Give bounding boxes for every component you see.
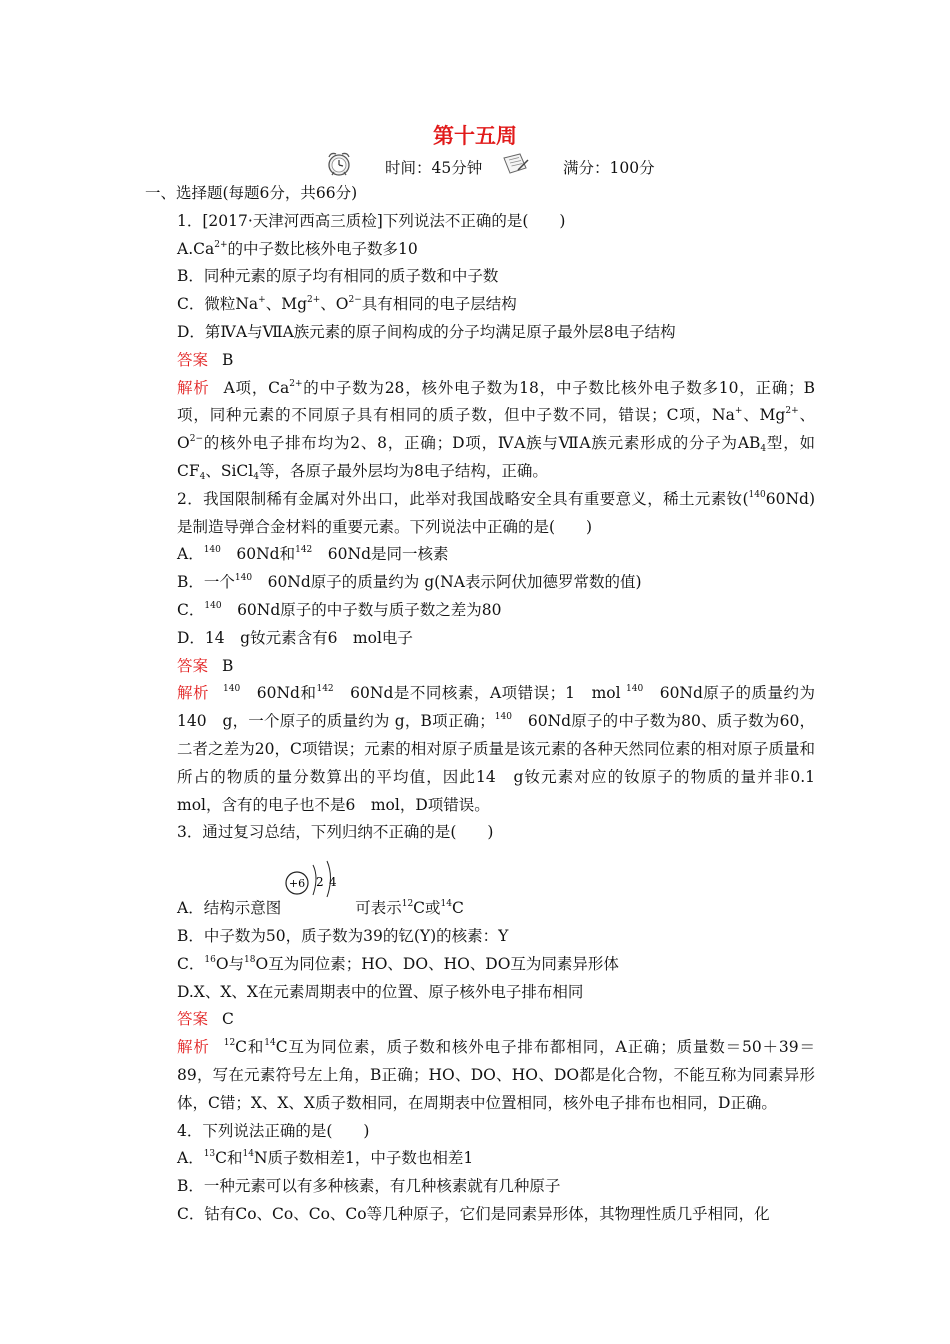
atom-structure-diagram bbox=[283, 873, 353, 917]
atom-shell1-label: 2 bbox=[316, 875, 324, 890]
section-heading: 一、选择题(每题6分，共66分) bbox=[145, 184, 358, 202]
page-title: 第十五周 bbox=[433, 124, 517, 148]
q1-stem: 1．[2017·天津河西高三质检]下列说法不正确的是( ) bbox=[177, 211, 566, 230]
q1-option-c: C．微粒Na+、$Mg^{2+}$、$O^{2-}$具有相同的电子层结构 bbox=[177, 295, 517, 314]
exam-score: 满分：100分 bbox=[563, 159, 655, 177]
exam-paper-icon bbox=[500, 152, 530, 176]
exam-content bbox=[145, 180, 831, 1229]
q3-stem: 3．通过复习总结，下列归纳不正确的是( ) bbox=[177, 823, 494, 842]
q4-option-b: B．一种元素可以有多种核素，有几种核素就有几种原子 bbox=[177, 1177, 561, 1196]
q3-option-b: B．中子数为50，质子数为39的钇(Y)的核素：Y bbox=[177, 926, 509, 945]
atom-nucleus-label: +6 bbox=[289, 877, 306, 891]
q1-option-b: B．同种元素的原子均有相同的质子数和中子数 bbox=[177, 267, 499, 286]
q1-option-d: D．第ⅣA与ⅦA族元素的原子间构成的分子均满足原子最外层8电子结构 bbox=[177, 322, 676, 341]
alarm-clock-icon bbox=[326, 150, 352, 178]
q3-option-c: C．$^{16}$O与$^{18}$O互为同位素；HO、DO、HO、DO互为同素异形体 bbox=[177, 954, 619, 973]
q3-explanation: 解析 $^{12}$C和$^{14}$C互为同位素，质子数和核外电子排布都相同，A正确；质量数＝50＋39＝89，写在元素符号左上角，B正确；HO、DO、HO、DO都是化合物，不能互称为同素异形体，C错；X、X、X质子数相同，在周期表中位置相同，核外电子排布也相同，D正确。 bbox=[177, 1038, 815, 1112]
q2-option-c: C．$^{140}$ 60Nd原子的中子数与质子数之差为80 bbox=[177, 600, 502, 619]
q2-explanation: 解析 $^{140}$ 60Nd和$^{142}$ 60Nd是不同核素，A项错误；1 mol $^{140}$ 60Nd原子的质量约为140 g，一个原子的质量约为 g，B项正确；$^{140}$ 60Nd原子的中子数为80、质子数为60，二者之差为20，C项错误；元素的相对原子质量是该元素的各种天然同位素的相对原子质量和所占的物质的量分数算出的平均值，因此14 g钕元素对应的钕原子的物质的量并非0.1 mol，含有的电子也不是6 mol，D项错误。 bbox=[177, 684, 831, 814]
q2-option-b: B．一个$^{140}$ 60Nd原子的质量约为 g(NA表示阿伏加德罗常数的值) bbox=[177, 573, 642, 592]
q2-option-d: D．14 g钕元素含有6 mol电子 bbox=[177, 628, 413, 647]
q1-answer: 答案 B bbox=[177, 350, 234, 369]
q2-stem: 2．我国限制稀有金属对外出口，此举对我国战略安全具有重要意义，稀土元素钕($^{140}$60Nd)是制造导弹合金材料的重要元素。下列说法中正确的是( ) bbox=[177, 489, 815, 536]
q2-option-a: A．$^{140}$ 60Nd和$^{142}$ 60Nd是同一核素 bbox=[177, 545, 449, 564]
q3-option-a: A．结构示意图 +6 2 4 可表示$^{12}$C或$^{14}$C bbox=[145, 873, 815, 923]
exam-meta bbox=[0, 156, 950, 182]
atom-shell2-label: 4 bbox=[329, 875, 337, 890]
q3-option-d: D.X、X、X在元素周期表中的位置、原子核外电子排布相同 bbox=[177, 982, 584, 1001]
q4-stem: 4．下列说法正确的是( ) bbox=[177, 1121, 370, 1140]
q4-option-a: A．$^{13}$C和$^{14}$N质子数相差1，中子数也相差1 bbox=[177, 1149, 474, 1168]
q4-option-c: C．钴有Co、Co、Co、Co等几种原子，它们是同素异形体，其物理性质几乎相同，化 bbox=[177, 1204, 770, 1223]
q3-answer: 答案 C bbox=[177, 1010, 234, 1029]
q2-answer: 答案 B bbox=[177, 656, 234, 675]
q1-option-a: $A.Ca^{2+}$的中子数比核外电子数多10 bbox=[177, 239, 418, 258]
q1-explanation: 解析 A项，$Ca^{2+}$的中子数为28，核外电子数为18，中子数比核外电子数多10，正确；B项，同种元素的不同原子具有相同的质子数，但中子数不同，错误；C项，Na+、$Mg^{2+}$、$O^{2-}$的核外电子排布均为2、8，正确；D项，ⅣA族与ⅦA族元素形成的分子为$AB_4$型，如$CF_4$、SiCl$_4$等，各原子最外层均为8电子结构，正确。 bbox=[177, 378, 815, 482]
exam-time: 时间：45分钟 bbox=[385, 159, 483, 177]
